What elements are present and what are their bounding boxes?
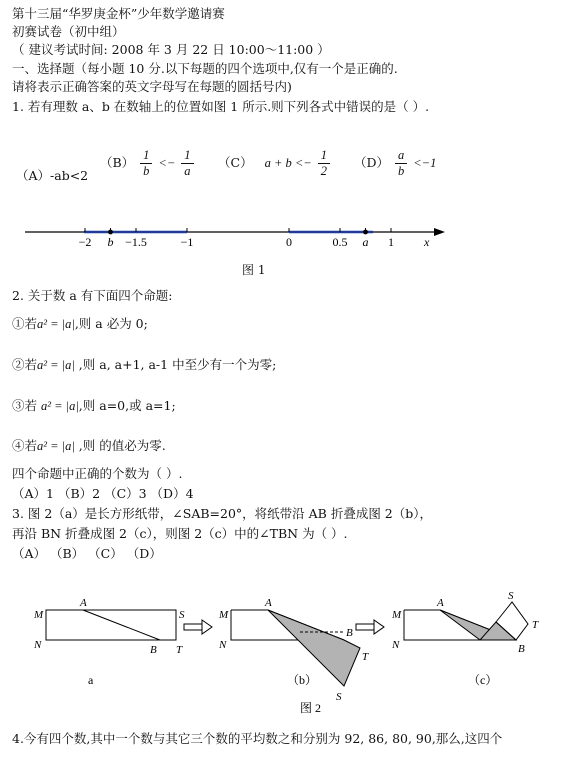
svg-text:S: S — [336, 691, 342, 703]
svg-text:T: T — [176, 644, 183, 656]
q1-d-fraction: $\frac{a}{b}$ — [395, 148, 407, 179]
q2-proposition-4: ④若a² = |a| ,则 的值必为零. — [12, 438, 166, 453]
figure-2b — [218, 597, 369, 703]
q2-stem: 2. 关于数 a 有下面四个命题: — [12, 288, 173, 303]
axis-tick-label-5: 0.5 — [332, 235, 348, 249]
time-note: （ 建议考试时间: 2008 年 3 月 22 日 10:00～11:00 ） — [12, 42, 330, 57]
axis-arrow-icon — [434, 228, 445, 236]
q1-option-d: （D） $\frac{a}{b}$ <−1 — [354, 148, 437, 178]
q1-option-c-label: （C） — [218, 155, 253, 170]
q2-options: （A）1 （B）2 （C）3 （D）4 — [12, 486, 194, 501]
axis-tick-label-1: b — [107, 235, 114, 249]
figure-2b-label: （b） — [287, 673, 318, 687]
q1-b-fraction-2: $\frac{1}{a}$ — [181, 148, 193, 179]
axis-point-a — [363, 230, 368, 235]
svg-text:A: A — [80, 597, 87, 609]
axis-tick-label-6: a — [362, 235, 369, 249]
axis-tick-label-4: 0 — [286, 235, 292, 249]
q1-option-a: （A）-ab<2 — [16, 168, 89, 183]
q2-proposition-2: ②若a² = |a| ,则 a, a+1, a-1 中至少有一个为零; — [12, 357, 277, 372]
section-heading: 一、选择题（每小题 10 分.以下每题的四个选项中,仅有一个是正确的. — [12, 61, 398, 76]
q1-c-fraction: $\frac{1}{2}$ — [318, 148, 330, 179]
axis-arrow-label: x — [424, 235, 430, 249]
q4-line-1: 4.今有四个数,其中一个数与其它三个数的平均数之和分别为 92, 86, 80, 90,那么,这四个 — [12, 731, 503, 746]
q3-line-1: 3. 图 2（a）是长方形纸带，∠SAB=20°，将纸带沿 AB 折叠成图 2（b）， — [12, 506, 432, 521]
svg-text:S: S — [179, 609, 185, 621]
svg-text:N: N — [392, 639, 400, 651]
svg-text:N: N — [219, 639, 227, 651]
q1-stem: 1. 若有理数 a、b 在数轴上的位置如图 1 所示.则下列各式中错误的是（ ）. — [12, 99, 430, 114]
svg-text:B: B — [150, 644, 157, 656]
q1-b-fraction-1: $\frac{1}{b}$ — [140, 148, 152, 179]
svg-text:M: M — [392, 609, 402, 621]
svg-text:A: A — [437, 597, 444, 609]
fold-arrow-icon-2 — [356, 620, 384, 634]
q2-count-question: 四个命题中正确的个数为（ ）. — [12, 466, 183, 481]
figure-2-paper-fold — [0, 590, 569, 720]
paper-subtitle: 初赛试卷（初中组） — [12, 24, 125, 39]
figure-2c-label: （c） — [468, 673, 498, 687]
svg-text:A: A — [265, 597, 272, 609]
svg-text:T: T — [532, 619, 539, 631]
q1-option-c: （C） a + b <− $\frac{1}{2}$ — [218, 148, 332, 179]
q2-proposition-3: ③若 a² = |a|,则 a=0,或 a=1; — [12, 398, 176, 413]
axis-tick-label-0: −2 — [78, 235, 92, 249]
svg-text:S: S — [508, 590, 514, 602]
q1-option-b: （B） $\frac{1}{b}$ <− $\frac{1}{a}$ — [100, 148, 196, 179]
axis-point-b — [108, 230, 113, 235]
figure-2a-label: a — [88, 673, 94, 687]
contest-title: 第十三届“华罗庚金杯”少年数学邀请赛 — [12, 6, 225, 21]
svg-text:M: M — [219, 609, 229, 621]
q3-options: （A） （B） （C） （D） — [12, 546, 162, 561]
figure-1-caption: 图 1 — [242, 263, 266, 277]
svg-text:T: T — [362, 651, 369, 663]
svg-text:N: N — [34, 639, 42, 651]
figure-2a — [33, 597, 185, 687]
fold-arrow-icon-1 — [184, 620, 212, 634]
svg-text:M: M — [34, 609, 44, 621]
q3-line-2: 再沿 BN 折叠成图 2（c），则图 2（c）中的∠TBN 为（ ）. — [12, 526, 348, 541]
figure-2-caption: 图 2 — [300, 701, 322, 715]
figure-1-number-line — [0, 222, 569, 258]
axis-tick-label-7: 1 — [388, 235, 394, 249]
q1-option-b-label: （B） — [100, 155, 135, 170]
svg-text:B: B — [346, 627, 353, 639]
figure-2c — [391, 590, 539, 687]
svg-text:B: B — [518, 643, 525, 655]
axis-tick-label-2: −1.5 — [125, 235, 147, 249]
q2-proposition-1: ①若a² = |a|,则 a 必为 0; — [12, 316, 148, 331]
section-instruction: 请将表示正确答案的英文字母写在每题的圆括号内) — [12, 79, 292, 94]
q1-option-d-label: （D） — [354, 155, 390, 170]
axis-tick-label-3: −1 — [180, 235, 194, 249]
